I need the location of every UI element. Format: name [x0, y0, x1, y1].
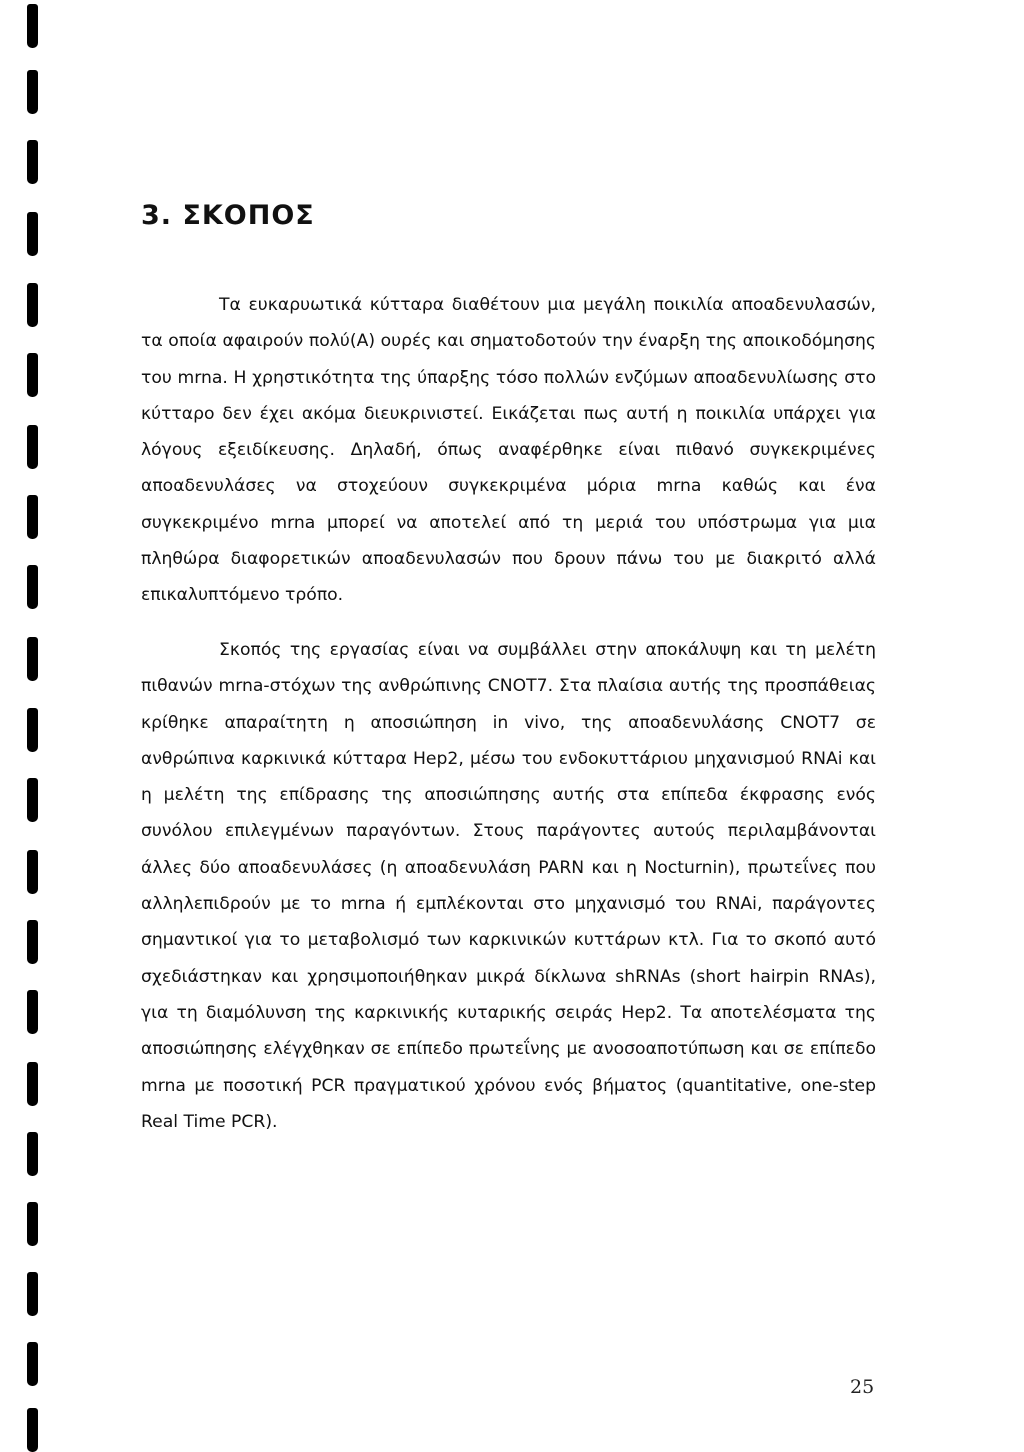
binding-ring — [27, 425, 38, 469]
binding-ring — [27, 990, 38, 1034]
binding-ring — [27, 708, 38, 752]
binding-ring — [27, 353, 38, 397]
binding-ring — [27, 70, 38, 114]
body-paragraph: Σκοπός της εργασίας είναι να συμβάλλει στην αποκάλυψη και τη μελέτη πιθανών mrna-στόχων της ανθρώπινης CNOT7. Στα πλαίσια αυτής της προσπάθειας κρίθηκε απαραίτητη η αποσιώπηση in vivo, της αποαδενυλάσης CNOT7 σε ανθρώπινα καρκινικά κύτταρα Hep2, μέσω του ενδοκυττάριου μηχανισμού RNAi και η μελέτη της επίδρασης της αποσιώπησης αυτής στα επίπεδα έκφρασης ενός συνόλου επιλεγμένων παραγόντων. Στους παράγοντες αυτούς περιλαμβάνονται άλλες δύο αποαδενυλάσες (η αποαδενυλάση PARN και η Nocturnin), πρωτεΐνες που αλληλεπιδρούν με το mrna ή εμπλέκονται στο μηχανισμό του RNAi, παράγοντες σημαντικοί για το μεταβολισμό των καρκινικών κυττάρων κτλ. Για το σκοπό αυτό σχεδιάστηκαν και χρησιμοποιήθηκαν μικρά δίκλωνα shRNAs (short hairpin RNAs), για τη διαμόλυνση της καρκινικής κυταρικής σειράς Hep2. Τα αποτελέσματα της αποσιώπησης ελέγχθηκαν σε επίπεδο πρωτεΐνης με ανοσοαποτύπωση και σε επίπεδο mrna με ποσοτική PCR πραγματικού χρόνου ενός βήματος (quantitative, one-step Real Time PCR). — [141, 640, 876, 1132]
binding-rings — [0, 0, 60, 1452]
binding-ring — [27, 1132, 38, 1176]
binding-ring — [27, 565, 38, 609]
binding-ring — [27, 1202, 38, 1246]
binding-ring — [27, 283, 38, 327]
binding-ring — [27, 140, 38, 184]
binding-ring — [27, 778, 38, 822]
binding-ring — [27, 4, 38, 48]
binding-ring — [27, 637, 38, 681]
binding-ring — [27, 1062, 38, 1106]
binding-ring — [27, 495, 38, 539]
binding-ring — [27, 1272, 38, 1316]
binding-ring — [27, 1342, 38, 1386]
binding-ring — [27, 920, 38, 964]
page-number: 25 — [850, 1376, 875, 1398]
section-heading: 3. ΣΚΟΠΟΣ — [141, 200, 315, 231]
binding-ring — [27, 1408, 38, 1452]
body-paragraph: Τα ευκαρυωτικά κύτταρα διαθέτουν μια μεγάλη ποικιλία αποαδενυλασών, τα οποία αφαιρούν πολύ(Α) ουρές και σηματοδοτούν την έναρξη της αποικοδόμησης του mrna. Η χρηστικότητα της ύπαρξης τόσο πολλών ενζύμων αποαδενυλίωσης στο κύτταρο δεν έχει ακόμα διευκρινιστεί. Εικάζεται πως αυτή η ποικιλία υπάρχει για λόγους εξειδίκευσης. Δηλαδή, όπως αναφέρθηκε είναι πιθανό συγκεκριμένες αποαδενυλάσες να στοχεύουν συγκεκριμένα μόρια mrna καθώς και ένα συγκεκριμένο mrna μπορεί να αποτελεί από τη μεριά του υπόστρωμα για μια πληθώρα διαφορετικών αποαδενυλασών που δρουν πάνω του με διακριτό αλλά επικαλυπτόμενο τρόπο. — [141, 295, 876, 606]
binding-ring — [27, 850, 38, 894]
binding-ring — [27, 212, 38, 256]
